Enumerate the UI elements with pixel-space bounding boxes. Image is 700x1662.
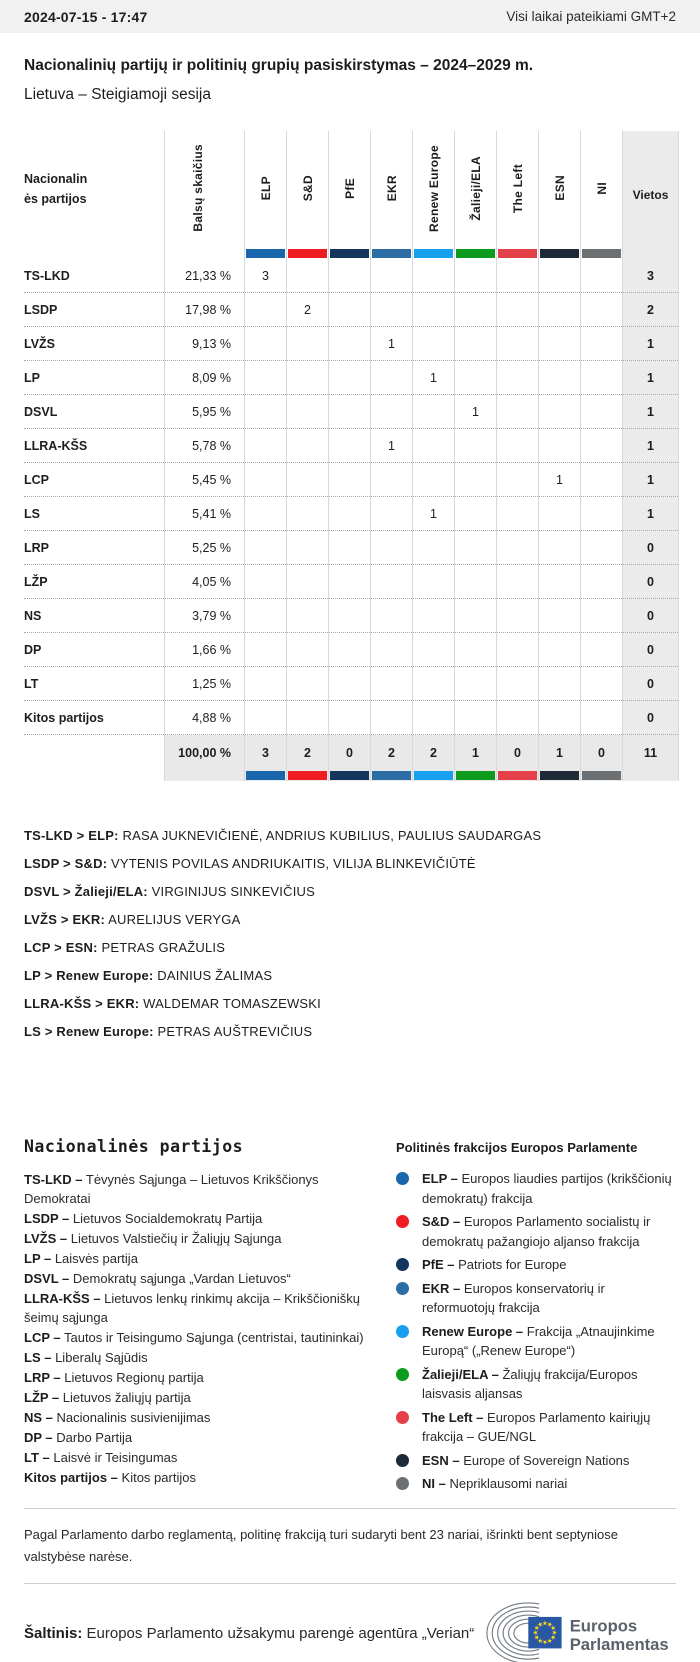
group-seats-cell	[245, 395, 287, 429]
eu-flag-icon	[528, 1617, 561, 1649]
group-seats-cell	[581, 293, 623, 327]
group-seats-cell	[287, 531, 329, 565]
group-seats-cell	[539, 531, 581, 565]
party-name: TS-LKD	[24, 268, 70, 283]
svg-text:Europos: Europos	[569, 1616, 638, 1636]
group-seats-cell	[287, 599, 329, 633]
total-group-seats: 1	[539, 735, 581, 771]
group-seats-cell	[287, 463, 329, 497]
total-group-seats: 0	[497, 735, 539, 771]
group-seats-cell	[455, 633, 497, 667]
party-legend-item: TS-LKD – Tėvynės Sąjunga – Lietuvos Krikščionys Demokratai	[24, 1172, 319, 1207]
group-seats-cell	[287, 395, 329, 429]
group-seats-cell	[581, 599, 623, 633]
group-color-bar	[372, 249, 411, 258]
page-subtitle: Lietuva – Steigiamoji sesija	[24, 86, 211, 104]
group-seats-cell	[497, 667, 539, 701]
party-name: LS	[24, 497, 165, 531]
vote-share: 1,25 %	[165, 667, 245, 701]
group-seats-cell	[539, 361, 581, 395]
table-row	[24, 395, 679, 429]
assignment-item: DSVL > Žalieji/ELA: VIRGINIJUS SINKEVIČIUS	[24, 884, 315, 900]
grand-total-seats: 11	[623, 735, 679, 771]
group-color-dot	[396, 1477, 409, 1490]
assignment-item: TS-LKD > ELP: RASA JUKNEVIČIENĖ, ANDRIUS KUBILIUS, PAULIUS SAUDARGAS	[24, 828, 542, 844]
group-color-bar	[288, 249, 327, 258]
group-seats-cell	[497, 395, 539, 429]
party-legend-item: LCP – Tautos ir Teisingumo Sąjunga (centristai, tautininkai)	[24, 1330, 364, 1346]
group-legend-item: Renew Europe – Frakcija „Atnaujinkime Europą“ („Renew Europe“)	[396, 1322, 676, 1361]
total-seats-cell: 1	[623, 429, 679, 463]
group-seats-cell	[455, 293, 497, 327]
total-group-seats: 0	[329, 735, 371, 771]
topbar	[0, 0, 700, 33]
total-seats-cell: 1	[623, 497, 679, 531]
group-seats-cell	[581, 565, 623, 599]
group-seats-cell	[413, 395, 455, 429]
group-seats-cell	[581, 395, 623, 429]
group-seats-cell	[329, 327, 371, 361]
group-seats-cell	[371, 633, 413, 667]
table-row	[24, 429, 679, 463]
party-legend-item: LVŽS – Lietuvos Valstiečių ir Žaliųjų Sąjunga	[24, 1231, 282, 1247]
results-table	[24, 131, 679, 781]
table-row	[24, 361, 679, 395]
seats-col-header: Vietos	[623, 131, 679, 259]
source-row	[24, 1598, 676, 1662]
group-color-bar-row-bottom	[24, 770, 679, 781]
group-color-dot	[396, 1368, 409, 1381]
group-seats-cell	[413, 701, 455, 735]
total-group-seats: 2	[287, 735, 329, 771]
group-col-header: ESN	[539, 131, 581, 248]
group-seats-cell	[455, 701, 497, 735]
table-row	[24, 497, 679, 531]
group-seats-cell: 1	[413, 497, 455, 531]
group-seats-cell	[539, 565, 581, 599]
group-color-bar	[414, 771, 453, 780]
group-seats-cell	[287, 667, 329, 701]
party-legend-item: LŽP – Lietuvos žaliųjų partija	[24, 1390, 191, 1406]
group-seats-cell	[371, 259, 413, 293]
group-seats-cell	[497, 259, 539, 293]
party-legend-item: LT – Laisvė ir Teisingumas	[24, 1450, 178, 1466]
group-color-dot	[396, 1411, 409, 1424]
group-color-bar	[540, 771, 579, 780]
table-row	[24, 327, 679, 361]
assignment-item: LSDP > S&D: VYTENIS POVILAS ANDRIUKAITIS, VILIJA BLINKEVIČIŪTĖ	[24, 856, 476, 872]
group-seats-cell	[455, 497, 497, 531]
party-col-header: Nacionalinės partijos	[24, 172, 88, 206]
group-color-bar	[456, 249, 495, 258]
group-seats-cell	[539, 497, 581, 531]
group-seats-cell: 1	[371, 327, 413, 361]
group-seats-cell	[287, 361, 329, 395]
total-group-seats: 2	[371, 735, 413, 771]
group-seats-cell: 1	[413, 361, 455, 395]
group-seats-cell	[371, 701, 413, 735]
report-datetime: 2024-07-15 - 17:47	[24, 8, 148, 25]
party-name: LCP	[24, 463, 165, 497]
group-seats-cell	[455, 361, 497, 395]
group-seats-cell	[455, 327, 497, 361]
group-color-dot	[396, 1215, 409, 1228]
party-legend-item: LSDP – Lietuvos Socialdemokratų Partija	[24, 1211, 263, 1227]
total-seats-cell: 0	[623, 701, 679, 735]
group-seats-cell	[329, 565, 371, 599]
group-seats-cell	[245, 531, 287, 565]
total-group-seats: 2	[413, 735, 455, 771]
party-legend-item: DP – Darbo Partija	[24, 1430, 133, 1446]
group-seats-cell	[287, 701, 329, 735]
group-seats-cell	[287, 259, 329, 293]
total-group-seats: 3	[245, 735, 287, 771]
group-color-bar	[582, 249, 621, 258]
group-seats-cell	[581, 701, 623, 735]
group-col-header: Žalieji/ELA	[455, 131, 497, 248]
group-seats-cell	[581, 497, 623, 531]
group-color-bar	[330, 771, 369, 780]
group-col-header: The Left	[497, 131, 539, 248]
table-row	[24, 599, 679, 633]
group-color-bar	[372, 771, 411, 780]
group-seats-cell	[413, 259, 455, 293]
group-seats-cell	[497, 497, 539, 531]
party-legend	[24, 1137, 382, 1498]
group-seats-cell	[329, 463, 371, 497]
total-seats-cell: 0	[623, 633, 679, 667]
group-seats-cell	[413, 327, 455, 361]
assignments-list	[24, 827, 676, 1041]
party-name: LVŽS	[24, 327, 165, 361]
group-seats-cell	[329, 395, 371, 429]
party-name: Kitos partijos	[24, 701, 165, 735]
party-name: LP	[24, 361, 165, 395]
group-color-bar	[498, 249, 537, 258]
group-seats-cell	[329, 429, 371, 463]
group-seats-cell	[455, 667, 497, 701]
total-seats-cell: 1	[623, 327, 679, 361]
party-legend-item: Kitos partijos – Kitos partijos	[24, 1470, 196, 1486]
party-legend-item: LRP – Lietuvos Regionų partija	[24, 1370, 204, 1386]
group-seats-cell	[371, 667, 413, 701]
table-row	[24, 293, 679, 327]
group-color-dot	[396, 1325, 409, 1338]
group-col-header: Renew Europe	[413, 131, 455, 248]
party-name: LLRA-KŠS	[24, 429, 165, 463]
group-color-bar	[246, 249, 285, 258]
group-seats-cell	[497, 361, 539, 395]
group-legend-item: S&D – Europos Parlamento socialistų ir demokratų pažangiojo aljanso frakcija	[396, 1212, 676, 1251]
vote-share: 1,66 %	[165, 633, 245, 667]
group-legend-item: ESN – Europe of Sovereign Nations	[396, 1451, 676, 1471]
total-votes: 100,00 %	[165, 735, 245, 771]
total-seats-cell: 0	[623, 667, 679, 701]
votes-col-header: Balsų skaičius	[165, 131, 245, 248]
vote-share: 21,33 %	[165, 259, 245, 293]
group-seats-cell	[581, 259, 623, 293]
group-col-header: ELP	[245, 131, 287, 248]
party-name: LRP	[24, 531, 165, 565]
group-seats-cell	[371, 463, 413, 497]
group-seats-cell	[455, 259, 497, 293]
group-seats-cell	[413, 633, 455, 667]
group-color-bar	[330, 249, 369, 258]
group-seats-cell	[329, 497, 371, 531]
group-legend-heading: Politinės frakcijos Europos Parlamente	[396, 1140, 638, 1156]
table-header-row	[24, 131, 679, 248]
logo-text	[570, 1616, 669, 1654]
group-seats-cell	[497, 531, 539, 565]
group-color-dot	[396, 1172, 409, 1185]
vote-share: 5,41 %	[165, 497, 245, 531]
assignment-item: LP > Renew Europe: DAINIUS ŽALIMAS	[24, 968, 273, 984]
group-seats-cell	[581, 327, 623, 361]
group-color-bar	[246, 771, 285, 780]
table-row	[24, 701, 679, 735]
group-col-header: EKR	[371, 131, 413, 248]
group-color-dot	[396, 1454, 409, 1467]
table-row	[24, 667, 679, 701]
party-legend-item: NS – Nacionalinis susivienijimas	[24, 1410, 211, 1426]
group-color-bar	[288, 771, 327, 780]
footnote-block	[24, 1508, 676, 1584]
vote-share: 9,13 %	[165, 327, 245, 361]
group-seats-cell	[455, 565, 497, 599]
group-seats-cell	[455, 429, 497, 463]
group-seats-cell	[539, 429, 581, 463]
group-seats-cell	[371, 531, 413, 565]
group-seats-cell	[581, 633, 623, 667]
group-seats-cell	[329, 361, 371, 395]
group-color-dot	[396, 1258, 409, 1271]
assignment-item: LLRA-KŠS > EKR: WALDEMAR TOMASZEWSKI	[24, 996, 321, 1012]
group-seats-cell	[455, 463, 497, 497]
party-name: LT	[24, 667, 165, 701]
timezone-note: Visi laikai pateikiami GMT+2	[506, 9, 676, 24]
party-name: LŽP	[24, 565, 165, 599]
party-name: LSDP	[24, 293, 165, 327]
european-parliament-logo	[476, 1598, 676, 1662]
group-legend-item: NI – Nepriklausomi nariai	[396, 1474, 676, 1494]
total-seats-cell: 3	[623, 259, 679, 293]
group-seats-cell	[413, 463, 455, 497]
group-seats-cell	[539, 327, 581, 361]
group-seats-cell	[245, 293, 287, 327]
group-seats-cell	[497, 701, 539, 735]
group-legend-item: EKR – Europos konservatorių ir reformuotojų frakcija	[396, 1279, 676, 1318]
group-seats-cell	[329, 599, 371, 633]
party-name: DP	[24, 633, 165, 667]
group-seats-cell	[245, 667, 287, 701]
source-text: Europos Parlamento užsakymu parengė agentūra „Verian“	[86, 1625, 475, 1643]
group-seats-cell	[581, 667, 623, 701]
vote-share: 17,98 %	[165, 293, 245, 327]
group-legend-item: PfE – Patriots for Europe	[396, 1255, 676, 1275]
group-seats-cell	[329, 701, 371, 735]
group-seats-cell	[329, 293, 371, 327]
group-seats-cell	[455, 531, 497, 565]
group-seats-cell	[371, 497, 413, 531]
source-line	[24, 1625, 474, 1642]
party-legend-item: LLRA-KŠS – Lietuvos lenkų rinkimų akcija – Krikščioniškų šeimų sąjunga	[24, 1291, 360, 1326]
group-seats-cell	[329, 667, 371, 701]
group-color-dot	[396, 1282, 409, 1295]
group-seats-cell	[539, 599, 581, 633]
group-seats-cell	[455, 599, 497, 633]
group-seats-cell	[497, 633, 539, 667]
vote-share: 5,78 %	[165, 429, 245, 463]
group-seats-cell	[581, 429, 623, 463]
assignment-item: LCP > ESN: PETRAS GRAŽULIS	[24, 940, 226, 956]
vote-share: 5,95 %	[165, 395, 245, 429]
group-seats-cell	[497, 429, 539, 463]
party-legend-item: LS – Liberalų Sąjūdis	[24, 1350, 148, 1366]
group-seats-cell	[287, 565, 329, 599]
footnote-text: Pagal Parlamento darbo reglamentą, politinę frakciją turi sudaryti bent 23 nariai, išrinkti bent septyniose valstybėse narėse.	[24, 1526, 618, 1564]
group-seats-cell	[371, 395, 413, 429]
total-seats-cell: 1	[623, 361, 679, 395]
group-seats-cell: 2	[287, 293, 329, 327]
vote-share: 5,45 %	[165, 463, 245, 497]
group-seats-cell	[371, 599, 413, 633]
group-seats-cell	[539, 259, 581, 293]
vote-share: 3,79 %	[165, 599, 245, 633]
vote-share: 8,09 %	[165, 361, 245, 395]
table-row	[24, 463, 679, 497]
group-seats-cell	[413, 531, 455, 565]
group-seats-cell	[287, 497, 329, 531]
svg-text:Parlamentas: Parlamentas	[569, 1634, 669, 1654]
group-legend	[382, 1137, 676, 1498]
legend-section	[24, 1137, 676, 1498]
group-seats-cell	[581, 531, 623, 565]
group-color-bar	[414, 249, 453, 258]
group-seats-cell	[413, 429, 455, 463]
total-group-seats: 1	[455, 735, 497, 771]
group-seats-cell	[329, 531, 371, 565]
total-seats-cell: 0	[623, 599, 679, 633]
group-seats-cell	[497, 293, 539, 327]
group-seats-cell	[371, 361, 413, 395]
group-col-header: S&D	[287, 131, 329, 248]
table-row	[24, 259, 679, 293]
total-group-seats: 0	[581, 735, 623, 771]
group-seats-cell	[539, 293, 581, 327]
group-seats-cell	[497, 463, 539, 497]
group-color-bar	[498, 771, 537, 780]
group-seats-cell: 1	[455, 395, 497, 429]
table-row	[24, 565, 679, 599]
group-seats-cell	[329, 633, 371, 667]
page-title: Nacionalinių partijų ir politinių grupių pasiskirstymas – 2024–2029 m.	[24, 57, 534, 74]
group-seats-cell	[497, 327, 539, 361]
source-label: Šaltinis:	[24, 1625, 83, 1643]
group-legend-item: The Left – Europos Parlamento kairiųjų frakcija – GUE/NGL	[396, 1408, 676, 1447]
group-seats-cell	[287, 633, 329, 667]
group-col-header: NI	[581, 131, 623, 248]
total-row	[24, 735, 679, 771]
group-legend-item: Žalieji/ELA – Žaliųjų frakcija/Europos laisvasis aljansas	[396, 1365, 676, 1404]
total-seats-cell: 0	[623, 565, 679, 599]
group-seats-cell	[413, 599, 455, 633]
party-legend-item: DSVL – Demokratų sąjunga „Vardan Lietuvos“	[24, 1271, 291, 1287]
group-seats-cell	[497, 565, 539, 599]
group-seats-cell	[413, 565, 455, 599]
group-color-bar	[582, 771, 621, 780]
group-seats-cell	[245, 361, 287, 395]
group-legend-item: ELP – Europos liaudies partijos (krikščionių demokratų) frakcija	[396, 1169, 676, 1208]
group-seats-cell	[371, 565, 413, 599]
group-seats-cell	[413, 293, 455, 327]
total-seats-cell: 1	[623, 395, 679, 429]
vote-share: 4,88 %	[165, 701, 245, 735]
group-seats-cell	[287, 327, 329, 361]
table-row	[24, 633, 679, 667]
assignment-item: LVŽS > EKR: AURELIJUS VERYGA	[24, 912, 241, 928]
group-seats-cell	[581, 361, 623, 395]
group-seats-cell	[413, 667, 455, 701]
group-seats-cell	[245, 497, 287, 531]
table-row	[24, 531, 679, 565]
group-seats-cell	[245, 327, 287, 361]
group-seats-cell	[371, 293, 413, 327]
assignment-item: LS > Renew Europe: PETRAS AUŠTREVIČIUS	[24, 1024, 313, 1040]
group-seats-cell	[539, 395, 581, 429]
group-seats-cell	[245, 429, 287, 463]
total-seats-cell: 1	[623, 463, 679, 497]
group-seats-cell	[245, 565, 287, 599]
group-seats-cell	[329, 259, 371, 293]
group-seats-cell	[539, 667, 581, 701]
group-seats-cell	[245, 463, 287, 497]
group-seats-cell: 1	[371, 429, 413, 463]
group-seats-cell	[539, 701, 581, 735]
group-seats-cell	[581, 463, 623, 497]
group-seats-cell	[245, 701, 287, 735]
total-seats-cell: 0	[623, 531, 679, 565]
group-color-bar	[540, 249, 579, 258]
group-seats-cell	[287, 429, 329, 463]
party-name: NS	[24, 599, 165, 633]
party-legend-item: LP – Laisvės partija	[24, 1251, 138, 1267]
group-color-bar	[456, 771, 495, 780]
group-color-bar-row	[24, 248, 679, 259]
group-seats-cell	[245, 599, 287, 633]
group-seats-cell	[539, 633, 581, 667]
party-name: DSVL	[24, 395, 165, 429]
vote-share: 5,25 %	[165, 531, 245, 565]
party-legend-heading: Nacionalinės partijos	[24, 1137, 244, 1157]
group-seats-cell	[497, 599, 539, 633]
group-col-header: PfE	[329, 131, 371, 248]
vote-share: 4,05 %	[165, 565, 245, 599]
group-seats-cell	[245, 633, 287, 667]
total-seats-cell: 2	[623, 293, 679, 327]
group-seats-cell: 1	[539, 463, 581, 497]
group-seats-cell: 3	[245, 259, 287, 293]
